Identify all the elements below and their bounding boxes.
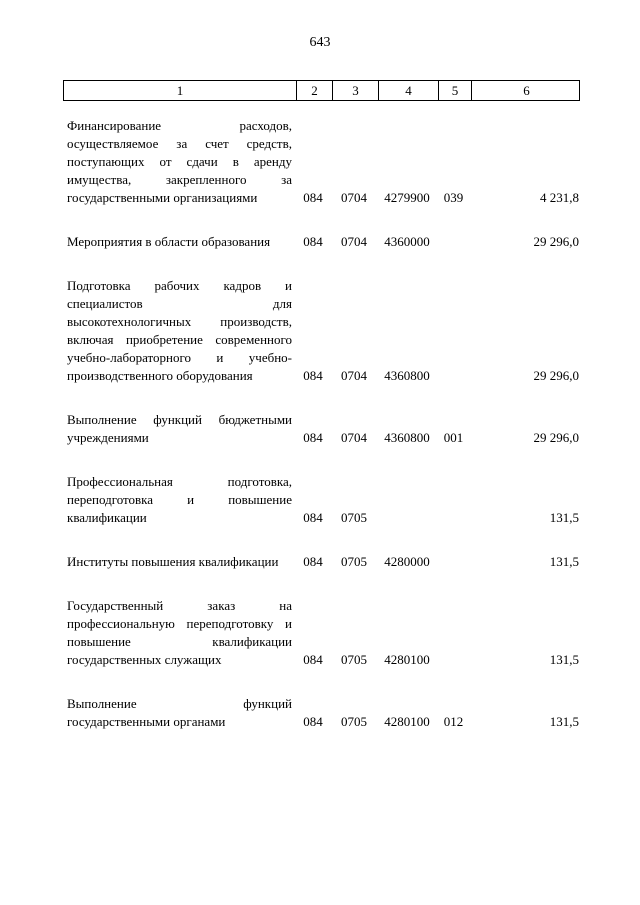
table-row bbox=[63, 695, 580, 731]
cell-col3: 0705 bbox=[341, 714, 367, 729]
cell-col4: 4280100 bbox=[384, 652, 430, 667]
cell-col2: 084 bbox=[303, 234, 323, 249]
row-description: Мероприятия в области образования bbox=[67, 234, 271, 249]
row-description: Государственный заказ на профессиональную переподготовку и повышение квалификации государственных служащих bbox=[67, 598, 292, 667]
table-row bbox=[63, 233, 580, 251]
cell-col4: 4360800 bbox=[384, 430, 430, 445]
cell-amount: 4 231,8 bbox=[540, 190, 579, 205]
row-description: Профессиональная подготовка, переподготовка и повышение квалификации bbox=[67, 474, 292, 525]
cell-col3: 0705 bbox=[341, 554, 367, 569]
header-col-2: 2 bbox=[296, 81, 332, 100]
cell-col3: 0705 bbox=[341, 652, 367, 667]
header-col-4: 4 bbox=[378, 81, 438, 100]
cell-col2: 084 bbox=[303, 652, 323, 667]
row-description: Институты повышения квалификации bbox=[67, 554, 279, 569]
cell-amount: 29 296,0 bbox=[533, 234, 579, 249]
row-description: Выполнение функций государственными органами bbox=[67, 696, 292, 729]
cell-col4: 4279900 bbox=[384, 190, 430, 205]
cell-col3: 0704 bbox=[341, 430, 367, 445]
row-description: Выполнение функций бюджетными учреждениями bbox=[67, 412, 292, 445]
cell-col2: 084 bbox=[303, 430, 323, 445]
table-row bbox=[63, 117, 580, 207]
cell-col5: 012 bbox=[443, 714, 464, 729]
header-col-3: 3 bbox=[332, 81, 378, 100]
table-header-row bbox=[63, 80, 580, 101]
table-row bbox=[63, 277, 580, 385]
table-row bbox=[63, 411, 580, 447]
table-row bbox=[63, 597, 580, 669]
cell-col4: 4360800 bbox=[384, 368, 430, 383]
cell-col3: 0704 bbox=[341, 368, 367, 383]
cell-col2: 084 bbox=[303, 368, 323, 383]
cell-amount: 131,5 bbox=[549, 554, 579, 569]
cell-col4: 4280000 bbox=[384, 554, 430, 569]
cell-amount: 131,5 bbox=[549, 510, 579, 525]
cell-col3: 0704 bbox=[341, 190, 367, 205]
table-row bbox=[63, 473, 580, 527]
cell-amount: 29 296,0 bbox=[533, 430, 579, 445]
cell-amount: 29 296,0 bbox=[533, 368, 579, 383]
cell-col2: 084 bbox=[303, 190, 323, 205]
budget-table bbox=[63, 80, 580, 731]
table-row bbox=[63, 553, 580, 571]
row-description: Подготовка рабочих кадров и специалистов для высокотехнологичных производств, включая приобретение современного учебно-лабораторного и учебно-производственного оборудования bbox=[67, 278, 292, 383]
cell-col4: 4360000 bbox=[384, 234, 430, 249]
cell-amount: 131,5 bbox=[549, 652, 579, 667]
cell-col4: 4280100 bbox=[384, 714, 430, 729]
cell-col3: 0704 bbox=[341, 234, 367, 249]
header-col-6: 6 bbox=[471, 81, 581, 100]
header-col-1: 1 bbox=[176, 83, 184, 98]
cell-col5: 001 bbox=[443, 430, 464, 445]
cell-col3: 0705 bbox=[341, 510, 367, 525]
cell-col5: 039 bbox=[443, 190, 464, 205]
cell-col2: 084 bbox=[303, 554, 323, 569]
page-number: 643 bbox=[309, 35, 331, 50]
table-body bbox=[63, 117, 580, 731]
cell-col2: 084 bbox=[303, 510, 323, 525]
cell-col2: 084 bbox=[303, 714, 323, 729]
row-description: Финансирование расходов, осуществляемое за счет средств, поступающих от сдачи в аренду имущества, закрепленного за государственными организациями bbox=[67, 118, 292, 205]
header-col-5: 5 bbox=[438, 81, 471, 100]
cell-amount: 131,5 bbox=[549, 714, 579, 729]
